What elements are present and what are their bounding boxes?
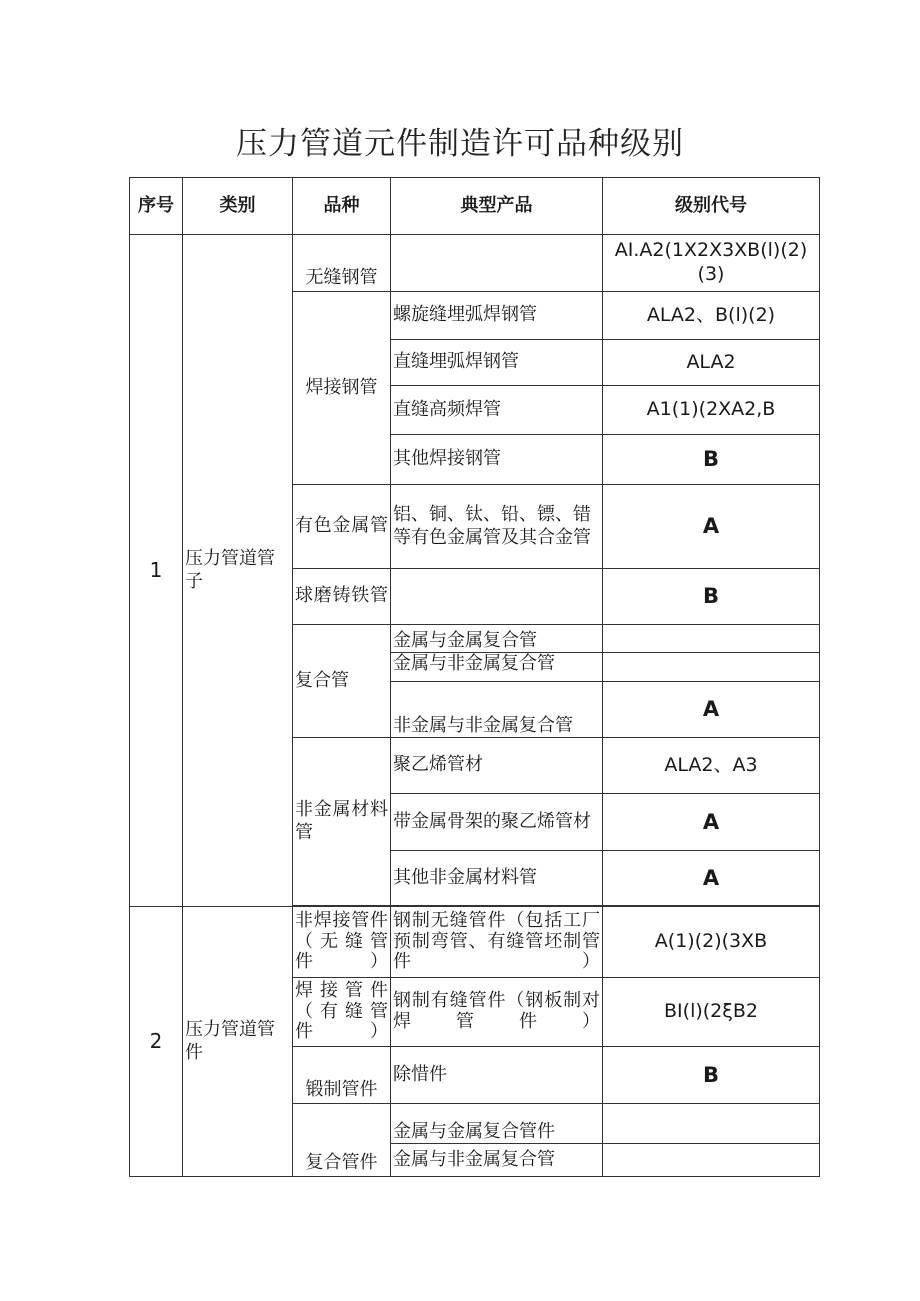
product-cell: 带金属骨架的聚乙烯管材 <box>391 794 603 851</box>
product-cell <box>391 569 603 625</box>
code-cell <box>603 1104 820 1144</box>
page-title: 压力管道元件制造许可品种级别 <box>236 126 684 162</box>
code-cell: ALA2 <box>603 340 820 386</box>
product-cell: 其他非金属材料管 <box>391 851 603 906</box>
code-cell: A <box>603 682 820 738</box>
product-cell: 其他焊接钢管 <box>391 435 603 485</box>
code-cell <box>603 625 820 653</box>
code-cell: A1(1)(2XA2,B <box>603 386 820 435</box>
variety-name: 有色金属管 <box>293 485 391 569</box>
code-cell <box>603 653 820 682</box>
product-cell: 铝、铜、钛、铅、镖、错等有色金属管及其合金管 <box>391 485 603 569</box>
code-cell: A <box>603 794 820 851</box>
group-category: 压力管道管子 <box>183 235 293 907</box>
product-cell <box>391 235 603 292</box>
table-header-row <box>130 178 820 235</box>
variety-name: 无缝钢管 <box>293 235 391 292</box>
code-cell: ALA2、A3 <box>603 738 820 794</box>
code-cell: B <box>603 1047 820 1104</box>
product-cell: 直缝埋弧焊钢管 <box>391 340 603 386</box>
product-cell: 螺旋缝埋弧焊钢管 <box>391 292 603 340</box>
code-cell: A <box>603 851 820 906</box>
code-cell: ALA2、B(l)(2) <box>603 292 820 340</box>
product-cell: 金属与金属复合管 <box>391 625 603 653</box>
header-category: 类别 <box>183 178 293 235</box>
variety-name: 非金属材料管 <box>293 738 391 906</box>
code-cell: A(1)(2)(3XB <box>603 907 820 978</box>
code-cell: A <box>603 485 820 569</box>
variety-name: 复合管 <box>293 625 391 738</box>
product-cell: 钢制无缝管件（包括工厂预制弯管、有缝管坯制管件） <box>391 907 603 978</box>
group-index: 1 <box>130 235 183 907</box>
variety-name: 焊接钢管 <box>293 292 391 485</box>
header-variety: 品种 <box>293 178 391 235</box>
variety-name: 球磨铸铁管 <box>293 569 391 625</box>
variety-name: 非焊接管件（无缝管件） <box>293 907 391 978</box>
variety-name: 锻制管件 <box>293 1047 391 1104</box>
code-cell <box>603 1144 820 1177</box>
code-cell: B <box>603 569 820 625</box>
header-code: 级别代号 <box>603 178 820 235</box>
group-category: 压力管道管件 <box>183 907 293 1177</box>
group-index: 2 <box>130 907 183 1177</box>
table-row <box>130 235 820 292</box>
product-cell: 聚乙烯管材 <box>391 738 603 794</box>
code-cell: AI.A2(1X2X3XB(l)(2)(3) <box>603 235 820 292</box>
variety-name: 焊接管件（有缝管件） <box>293 978 391 1047</box>
header-product: 典型产品 <box>391 178 603 235</box>
product-cell: 直缝高频焊管 <box>391 386 603 435</box>
product-cell: 金属与非金属复合管 <box>391 653 603 682</box>
variety-name: 复合管件 <box>293 1104 391 1177</box>
product-cell: 非金属与非金属复合管 <box>391 682 603 738</box>
header-index: 序号 <box>130 178 183 235</box>
license-table <box>129 177 820 1177</box>
product-cell: 金属与金属复合管件 <box>391 1104 603 1144</box>
product-cell: 除惜件 <box>391 1047 603 1104</box>
product-cell: 钢制有缝管件（钢板制对焊管件） <box>391 978 603 1047</box>
product-cell: 金属与非金属复合管 <box>391 1144 603 1177</box>
table-row <box>130 907 820 978</box>
code-cell: BI(l)(2ξB2 <box>603 978 820 1047</box>
code-cell: B <box>603 435 820 485</box>
